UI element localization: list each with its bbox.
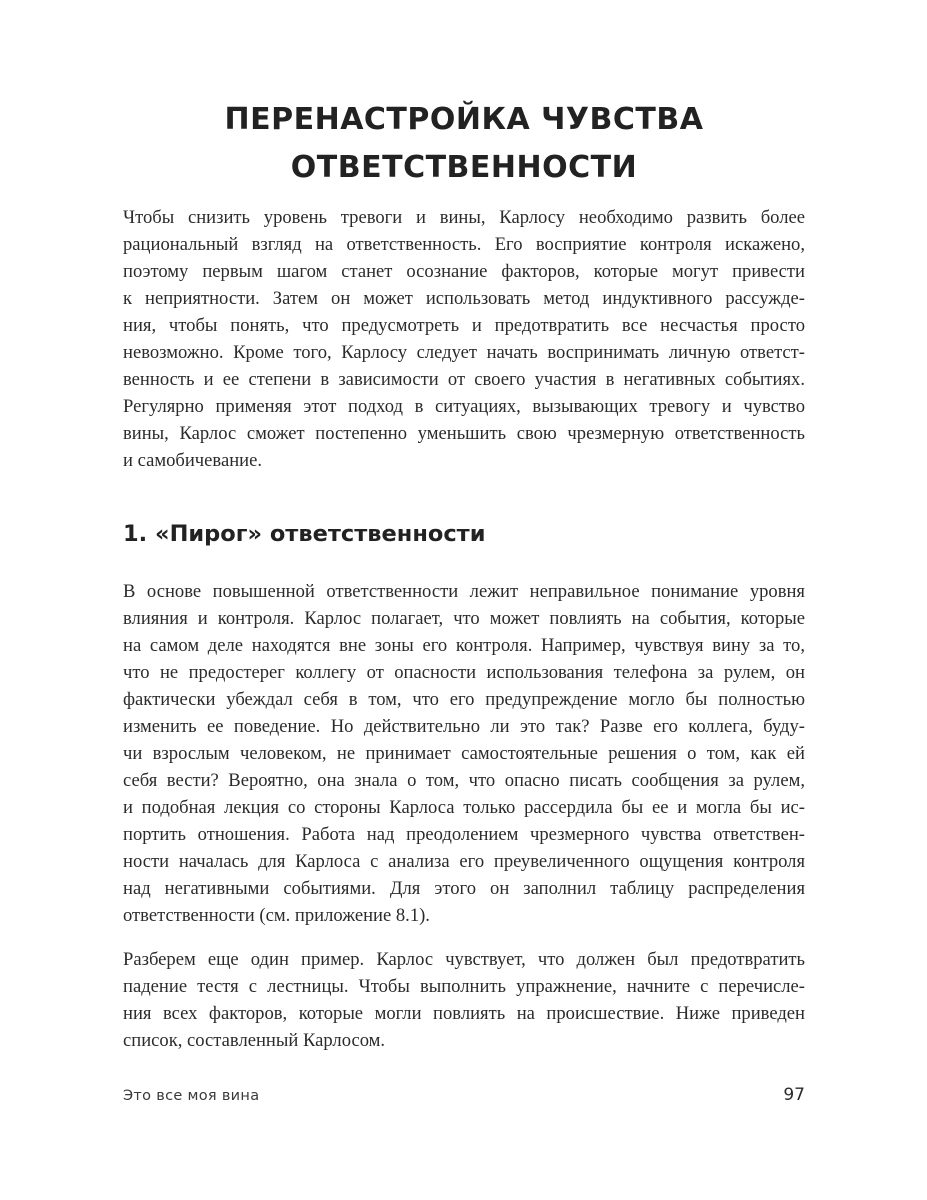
- text-line: над негативными событиями. Для этого он заполнил таблицу распределения: [123, 878, 805, 899]
- text-line: изменить ее поведение. Но действительно ли это так? Разве его коллега, буду-: [123, 716, 805, 737]
- chapter-title-line: ОТВЕТСТВЕННОСТИ: [290, 150, 638, 185]
- text-line: к неприятности. Затем он может использовать метод индуктивного рассужде-: [123, 288, 805, 309]
- text-line: невозможно. Кроме того, Карлосу следует начать воспринимать личную ответст-: [123, 342, 805, 363]
- text-line: и подобная лекция со стороны Карлоса только рассердила бы ее и могла бы ис-: [123, 797, 805, 818]
- text-line: фактически убеждал себя в том, что его предупреждение могло бы полностью: [123, 689, 805, 710]
- text-line: и самобичевание.: [123, 450, 262, 471]
- chapter-title-line: ПЕРЕНАСТРОЙКА ЧУВСТВА: [224, 102, 704, 137]
- text-line: на самом деле находятся вне зоны его контроля. Например, чувствуя вину за то,: [123, 635, 805, 656]
- chapter-title: [123, 96, 805, 192]
- text-line: портить отношения. Работа над преодолением чрезмерного чувства ответствен-: [123, 824, 805, 845]
- text-line: В основе повышенной ответственности лежит неправильное понимание уровня: [123, 581, 805, 602]
- text-line: венность и ее степени в зависимости от своего участия в негативных событиях.: [123, 369, 805, 390]
- text-line: Регулярно применяя этот подход в ситуациях, вызывающих тревогу и чувство: [123, 396, 805, 417]
- section-paragraph-1: [123, 578, 805, 929]
- text-line: Разберем еще один пример. Карлос чувствует, что должен был предотвратить: [123, 949, 805, 970]
- text-line: Чтобы снизить уровень тревоги и вины, Карлосу необходимо развить более: [123, 207, 805, 228]
- text-line: ности началась для Карлоса с анализа его преувеличенного ощущения контроля: [123, 851, 805, 872]
- text-line: список, составленный Карлосом.: [123, 1030, 386, 1051]
- intro-paragraph: [123, 204, 805, 474]
- page-number: 97: [783, 1085, 805, 1105]
- text-line: ния, чтобы понять, что предусмотреть и предотвратить все несчастья просто: [123, 315, 805, 336]
- text-line: вины, Карлос сможет постепенно уменьшить свою чрезмерную ответственность: [123, 423, 805, 444]
- text-line: влияния и контроля. Карлос полагает, что может повлиять на события, которые: [123, 608, 805, 629]
- text-line: поэтому первым шагом станет осознание факторов, которые могут привести: [123, 261, 805, 282]
- text-line: ния всех факторов, которые могли повлиять на происшествие. Ниже приведен: [123, 1003, 805, 1024]
- text-line: что не предостерег коллегу от опасности использования телефона за рулем, он: [123, 662, 805, 683]
- running-footer-title: Это все моя вина: [123, 1088, 260, 1104]
- text-line: ответственности (см. приложение 8.1).: [123, 905, 430, 926]
- text-line: падение тестя с лестницы. Чтобы выполнить упражнение, начните с перечисле-: [123, 976, 805, 997]
- text-line: чи взрослым человеком, не принимает самостоятельные решения о том, как ей: [123, 743, 805, 764]
- section-paragraph-2: [123, 946, 805, 1054]
- section-heading: 1. «Пирог» ответственности: [123, 521, 486, 547]
- text-line: себя вести? Вероятно, она знала о том, что опасно писать сообщения за рулем,: [123, 770, 805, 791]
- text-line: рациональный взгляд на ответственность. Его восприятие контроля искажено,: [123, 234, 805, 255]
